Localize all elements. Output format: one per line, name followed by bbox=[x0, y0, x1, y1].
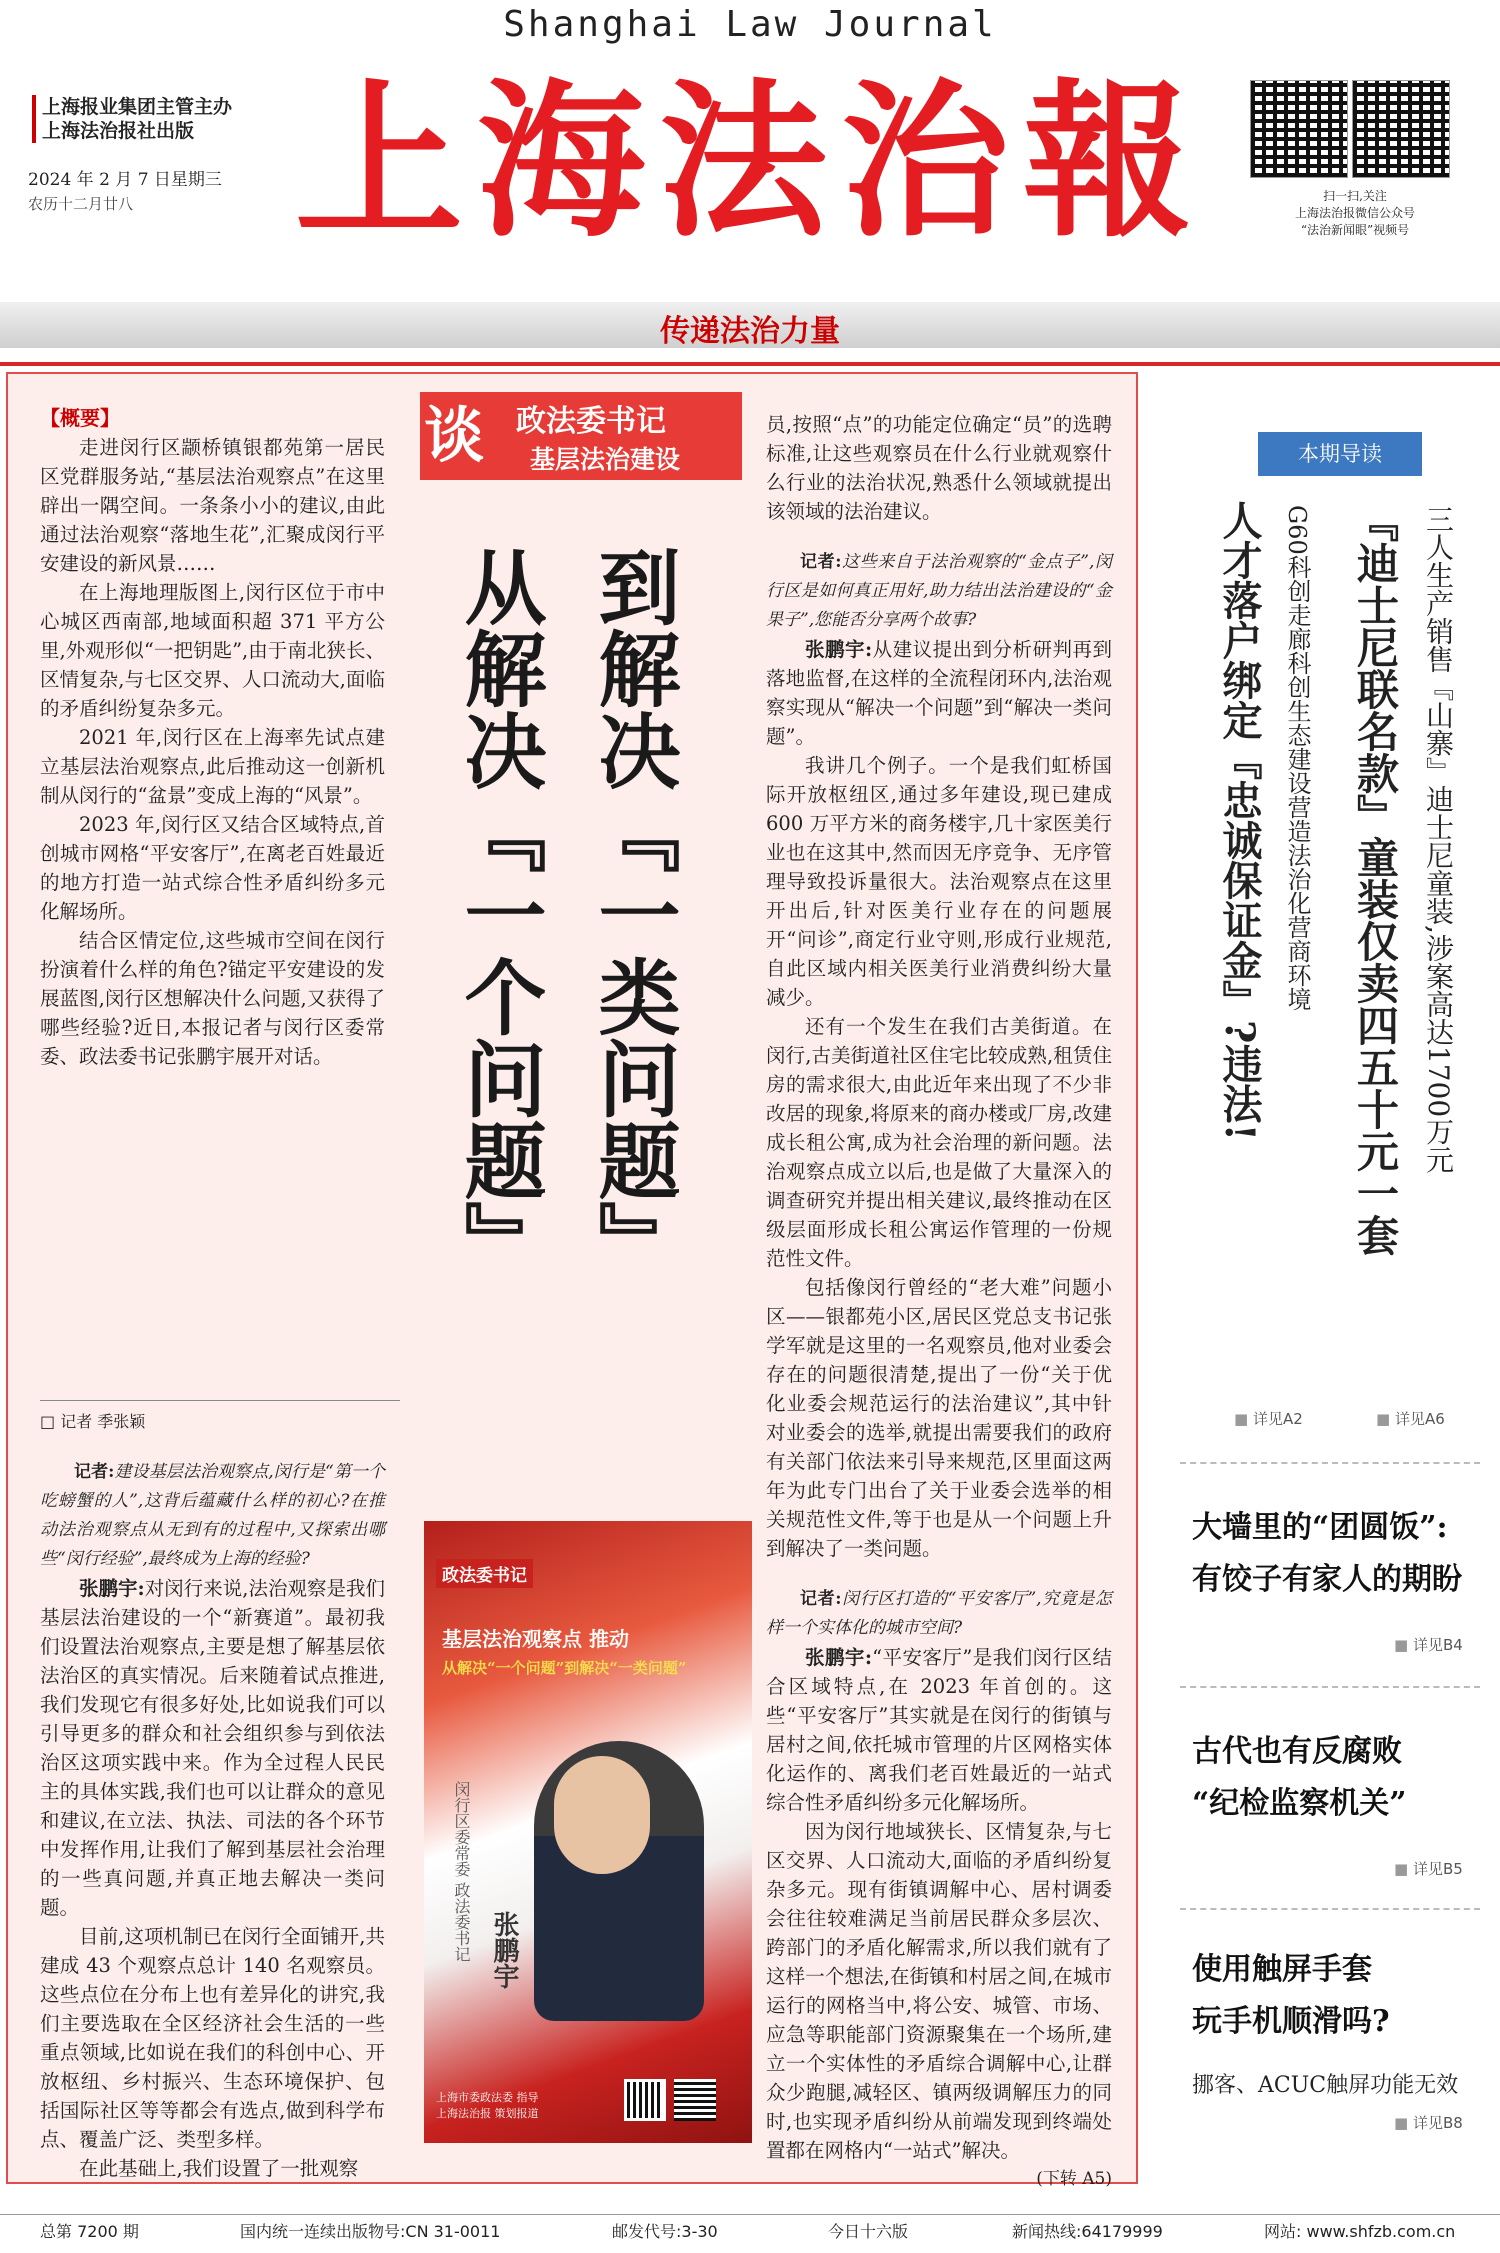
poster-qr-icon bbox=[624, 2079, 666, 2121]
poster-subtitle: 从解决“一个问题”到解决“一类问题” bbox=[442, 1659, 687, 1677]
poster-name: 张鹏宇 bbox=[489, 1911, 519, 1989]
answer-paragraph: 目前,这项机制已在闵行全面铺开,共建成 43 个观察点总计 140 名观察员。这些点位在分布上也有差异化的讲究,我们主要选取在全区经济社会生活的一些重点领域,比如说在我们的科创中心、开放枢纽、乡村振兴、生态环境保护、包括国际社区等等都会有选点,做到科学布点、覆盖广泛、类型多样。 bbox=[40, 1925, 385, 2151]
answer-text: 对闵行来说,法治观察是我们基层法治建设的一个“新赛道”。最初我们设置法治观察点,主要是想了解基层依法治区的真实情况。后来随着试点推进,我们发现它有很多好处,比如说我们可以引导更多的群众和社会组织参与到依法治区这项实践中来。作为全过程人民民主的具体实践,我们也可以让群众的意见和建议,在立法、执法、司法的各个环节中发挥作用,让我们了解到基层社会治理的一些真问题,并真正地去解决一类问题。 bbox=[40, 1577, 385, 1919]
summary-paragraph: 走进闵行区颛桥镇银都苑第一居民区党群服务站,“基层法治观察点”在这里辟出一隅空间。一条条小小的建议,由此通过法治观察“落地生花”,汇聚成闵行平安建设的新风景…… bbox=[40, 436, 385, 575]
header-rule bbox=[0, 362, 1500, 366]
headline-left: 从解决『一个问题』 bbox=[451, 545, 547, 1283]
story1-subhead: 三人生产销售『山寨』迪士尼童装,涉案高达1700万元 bbox=[1422, 505, 1455, 1174]
poster-title: 基层法治观察点 推动 bbox=[442, 1627, 629, 1651]
answer bbox=[766, 635, 1112, 751]
answer-text: “平安客厅”是我们闵行区结合区域特点,在 2023 年首创的。这些“平安客厅”其实就是在闵行的街镇与居村之间,依托城市管理的片区网格实体化运作的、离我们老百姓最近的一站式综合性矛盾纠纷多元化解场所。 bbox=[766, 1646, 1112, 1814]
q-label: 记者: bbox=[800, 1589, 842, 1609]
story5-headline[interactable] bbox=[1192, 1944, 1390, 2048]
publisher-line: 上海报业集团主管主办 bbox=[42, 96, 233, 118]
question bbox=[766, 548, 1112, 635]
cn-number: 国内统一连续出版物号:CN 31-0011 bbox=[240, 2222, 501, 2241]
story5-subhead: 挪客、ACUC触屏功能无效 bbox=[1192, 2073, 1459, 2098]
question-text: 建设基层法治观察点,闵行是“第一个吃螃蟹的人”,这背后蕴藏什么样的初心?在推动法治观察点从无到有的过程中,又探索出哪些“闵行经验”,最终成为上海的经验? bbox=[40, 1462, 385, 1569]
byline: □ 记者 季张颖 bbox=[40, 1400, 400, 1432]
answer-text: 从建议提出到分析研判再到落地监督,在这样的全流程闭环内,法治观察实现从“解决一个问题”到“解决一类问题”。 bbox=[766, 638, 1112, 748]
poster-footer-line: 上海市委政法委 指导 bbox=[436, 2091, 539, 2104]
story2-headline[interactable]: 人才落户绑定『忠诚保证金』?违法! bbox=[1216, 500, 1263, 1141]
poster-footer-line: 上海法治报 策划报道 bbox=[436, 2107, 539, 2120]
website[interactable]: 网站: www.shfzb.com.cn bbox=[1264, 2222, 1456, 2241]
story1-headline[interactable]: 『迪士尼联名款』童装仅卖四五十元一套 bbox=[1351, 500, 1400, 1256]
lunar-date: 农历十二月廿八 bbox=[28, 195, 134, 213]
masthead-logo: 上海法治報 bbox=[295, 62, 1205, 260]
publisher-info bbox=[32, 95, 232, 143]
english-title: Shanghai Law Journal bbox=[503, 4, 997, 45]
answer bbox=[766, 1643, 1112, 1817]
story4-headline[interactable] bbox=[1192, 1726, 1407, 1830]
question-text: 这些来自于法治观察的“金点子”,闵行区是如何真正用好,助力结出法治建设的“金果子”,您能否分享两个故事? bbox=[766, 552, 1112, 630]
headline-right: 到解决『一类问题』 bbox=[585, 545, 681, 1283]
story2-subhead: G60科创走廊科创生态建设营造法治化营商环境 bbox=[1283, 505, 1311, 1011]
a-label: 张鹏宇: bbox=[805, 1646, 873, 1669]
postal-code: 邮发代号:3-30 bbox=[612, 2222, 718, 2241]
interview-column-1 bbox=[40, 1458, 385, 2178]
answer bbox=[40, 1574, 385, 1922]
ref-b4[interactable]: ■ 详见B4 bbox=[1394, 1634, 1463, 1655]
summary-paragraph: 在上海地理版图上,闵行区位于市中心城区西南部,地域面积超 371 平方公里,外观形似“一把钥匙”,由于南北狭长、区情复杂,与七区交界、人口流动大,面临的矛盾纠纷复杂多元。 bbox=[40, 581, 385, 720]
summary-paragraph: 结合区情定位,这些城市空间在闵行扮演着什么样的角色?锚定平安建设的发展蓝图,闵行区想解决什么问题,又获得了哪些经验?近日,本报记者与闵行区委常委、政法委书记张鹏宇展开对话。 bbox=[40, 929, 385, 1068]
a-label: 张鹏宇: bbox=[805, 638, 873, 661]
wechat-qr-icon bbox=[1250, 80, 1348, 178]
q-label: 记者: bbox=[74, 1462, 115, 1482]
qr-caption-line: 扫一扫,关注 bbox=[1323, 189, 1387, 203]
section-banner bbox=[420, 392, 742, 480]
answer-paragraph: 还有一个发生在我们古美街道。在闵行,古美街道社区住宅比较成熟,租赁住房的需求很大,由此近年来出现了不少非改居的现象,将原来的商办楼或厂房,改建成长租公寓,成为社会治理的新问题。法治观察点成立以后,也是做了大量深入的调查研究并提出相关建议,最终推动在区级层面形成长租公寓运作管理的一份规范性文件。 bbox=[766, 1015, 1112, 1270]
ref-a2[interactable]: ■ 详见A2 bbox=[1234, 1408, 1303, 1429]
answer-paragraph: 我讲几个例子。一个是我们虹桥国际开放枢纽区,通过多年建设,现已建成 600 万平方米的商务楼宇,几十家医美行业也在这其中,然而因无序竞争、无序管理导致投诉量很大。法治观察点在这里开出后,针对医美行业存在的问题展开“问诊”,商定行业守则,形成行业规范,自此区域内相关医美行业消费纠纷大量减少。 bbox=[766, 754, 1112, 1009]
banner-bottom: 基层法治建设 bbox=[530, 445, 681, 474]
headline-line: “纪检监察机关” bbox=[1192, 1786, 1407, 1821]
issue-number: 总第 7200 期 bbox=[40, 2222, 139, 2241]
news-hotline: 新闻热线:64179999 bbox=[1012, 2222, 1163, 2241]
question-text: 闵行区打造的“平安客厅”,究竟是怎样一个实体化的城市空间? bbox=[766, 1589, 1112, 1638]
answer-paragraph: 在此基础上,我们设置了一批观察 bbox=[79, 2157, 359, 2180]
ref-b5[interactable]: ■ 详见B5 bbox=[1394, 1858, 1463, 1879]
story3-headline[interactable] bbox=[1192, 1502, 1462, 1606]
headline-line: 玩手机顺滑吗? bbox=[1192, 2004, 1390, 2039]
issue-date bbox=[28, 168, 222, 216]
answer-paragraph: 因为闵行地域狭长、区情复杂,与七区交界、人口流动大,面临的矛盾纠纷复杂多元。现有街镇调解中心、居村调委会往往较难满足当前居民群众多层次、跨部门的矛盾化解需求,所以我们就有了这样一个想法,在街镇和村居之间,在城市运行的网格当中,将公安、城管、市场、应急等职能部门资源聚集在一个场所,建立一个实体性的矛盾综合调解中心,让群众少跑腿,减轻区、镇两级调解压力的同时,也实现矛盾纠纷从前端发现到终端处置都在网格内“一站式”解决。 bbox=[766, 1820, 1112, 2162]
headline-line: 有饺子有家人的期盼 bbox=[1192, 1562, 1462, 1597]
footer bbox=[0, 2214, 1500, 2244]
question bbox=[40, 1458, 385, 1574]
a-label: 张鹏宇: bbox=[79, 1577, 145, 1600]
date-text: 2024 年 2 月 7 日星期三 bbox=[28, 170, 222, 190]
answer-paragraph: 员,按照“点”的功能定位确定“员”的选聘标准,让这些观察员在什么行业就观察什么行业的法治状况,熟悉什么领域就提出该领域的法治建议。 bbox=[766, 413, 1112, 523]
guide-tag: 本期导读 bbox=[1258, 432, 1422, 476]
headline-line: 古代也有反腐败 bbox=[1192, 1734, 1402, 1769]
sidebar-divider bbox=[1180, 1908, 1480, 1910]
sidebar-divider bbox=[1180, 1462, 1480, 1464]
banner-top: 政法委书记 bbox=[516, 404, 666, 439]
headline-line: 使用触屏手套 bbox=[1192, 1952, 1372, 1987]
sidebar-divider bbox=[1180, 1686, 1480, 1688]
poster-footer bbox=[436, 2089, 539, 2121]
portrait-face bbox=[554, 1756, 650, 1874]
summary-column bbox=[40, 404, 385, 1334]
qr-caption-line: 上海法治报微信公众号 bbox=[1294, 206, 1415, 220]
answer-paragraph: 包括像闵行曾经的“老大难”问题小区——银都苑小区,居民区党总支书记张学军就是这里的一名观察员,他对业委会存在的问题很清楚,提出了一份“关于优化业委会规范运行的法治建议”,其中针对业委会的选举,就提出需要我们的政府有关部门依法来引导来规范,区里面这两年为此专门出台了关于业委会选举的相关规范性文件,等于也是从一个问题上升到解决了一类问题。 bbox=[766, 1276, 1112, 1560]
ref-b8[interactable]: ■ 详见B8 bbox=[1394, 2112, 1463, 2133]
question bbox=[766, 1585, 1112, 1643]
publisher-line: 上海法治报社出版 bbox=[42, 120, 195, 142]
summary-paragraph: 2021 年,闵行区在上海率先试点建立基层法治观察点,此后推动这一创新机制从闵行的“盆景”变成上海的“风景”。 bbox=[40, 726, 385, 807]
poster-banner: 政法委书记 bbox=[436, 1559, 533, 1588]
summary-label: 【概要】 bbox=[40, 406, 120, 430]
ref-a6[interactable]: ■ 详见A6 bbox=[1376, 1408, 1445, 1429]
banner-char: 谈 bbox=[424, 401, 484, 471]
poster-role: 闵行区委常委 政法委书记 bbox=[452, 1781, 471, 1963]
qr-caption bbox=[1240, 188, 1470, 239]
video-qr-icon bbox=[1352, 80, 1450, 178]
continue-link[interactable]: (下转 A5) bbox=[1036, 2169, 1112, 2189]
qr-caption-line: “法治新闻眼”视频号 bbox=[1300, 223, 1410, 237]
summary-paragraph: 2023 年,闵行区又结合区域特点,首创城市网格“平安客厅”,在离老百姓最近的地方打造一站式综合性矛盾纠纷多元化解场所。 bbox=[40, 813, 385, 923]
page-count: 今日十六版 bbox=[828, 2222, 909, 2241]
headline-line: 大墙里的“团圆饭”: bbox=[1192, 1510, 1448, 1545]
slogan: 传递法治力量 bbox=[660, 314, 840, 349]
q-label: 记者: bbox=[800, 552, 842, 572]
portrait-poster bbox=[424, 1521, 752, 2143]
poster-qr-icon bbox=[674, 2079, 716, 2121]
interview-column-3 bbox=[766, 410, 1112, 2189]
